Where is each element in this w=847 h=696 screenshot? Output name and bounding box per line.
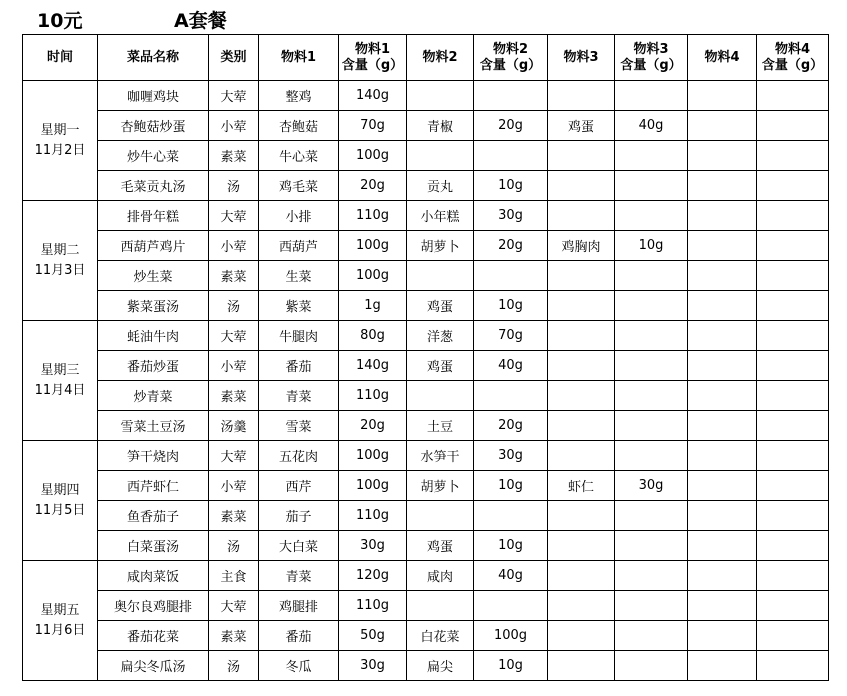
- dish-name-cell: 西芹虾仁: [98, 471, 209, 501]
- material-4-amount-cell: [757, 441, 829, 471]
- date-label: 11月4日: [34, 382, 86, 398]
- material-1-cell: 鸡腿排: [259, 591, 339, 621]
- material-2-cell: 水笋干: [407, 441, 474, 471]
- table-row: [23, 561, 829, 591]
- material-2-cell: [407, 591, 474, 621]
- table-row: [23, 531, 829, 561]
- header-material-4-amount: [757, 35, 829, 81]
- material-1-amount-cell: 50g: [339, 621, 407, 651]
- material-3-cell: [548, 81, 615, 111]
- material-4-cell: [688, 111, 757, 141]
- material-2-cell: 扁尖: [407, 651, 474, 681]
- table-row: [23, 651, 829, 681]
- table-row: [23, 411, 829, 441]
- material-2-amount-cell: 10g: [474, 531, 548, 561]
- material-2-amount-cell: 10g: [474, 651, 548, 681]
- material-4-amount-cell: [757, 411, 829, 441]
- material-4-cell: [688, 411, 757, 441]
- material-1-cell: 番茄: [259, 621, 339, 651]
- material-1-cell: 牛心菜: [259, 141, 339, 171]
- date-label: 11月2日: [34, 142, 86, 158]
- date-label: 11月5日: [34, 502, 86, 518]
- material-1-amount-cell: 80g: [339, 321, 407, 351]
- material-3-amount-cell: 40g: [615, 111, 688, 141]
- table-row: [23, 81, 829, 111]
- title-row: [0, 0, 847, 34]
- category-cell: 大荤: [209, 441, 259, 471]
- material-3-cell: [548, 441, 615, 471]
- header-material-1: 物料1: [259, 35, 339, 81]
- header-material-2-amount: [474, 35, 548, 81]
- table-row: [23, 111, 829, 141]
- material-4-cell: [688, 81, 757, 111]
- material-1-cell: 牛腿肉: [259, 321, 339, 351]
- table-row: [23, 441, 829, 471]
- material-1-amount-cell: 20g: [339, 171, 407, 201]
- table-row: [23, 261, 829, 291]
- date-label: 11月6日: [34, 622, 86, 638]
- category-cell: 汤: [209, 651, 259, 681]
- material-1-amount-cell: 100g: [339, 471, 407, 501]
- material-1-cell: 五花肉: [259, 441, 339, 471]
- material-1-amount-cell: 140g: [339, 81, 407, 111]
- category-cell: 素菜: [209, 501, 259, 531]
- category-cell: 小荤: [209, 351, 259, 381]
- material-2-amount-cell: 20g: [474, 411, 548, 441]
- material-1-cell: 青菜: [259, 561, 339, 591]
- material-4-amount-cell: [757, 561, 829, 591]
- table-row: [23, 591, 829, 621]
- material-2-cell: [407, 261, 474, 291]
- category-cell: 大荤: [209, 591, 259, 621]
- material-4-cell: [688, 651, 757, 681]
- material-2-cell: 青椒: [407, 111, 474, 141]
- material-3-cell: 虾仁: [548, 471, 615, 501]
- header-material-3-amount: [615, 35, 688, 81]
- table-row: [23, 291, 829, 321]
- dish-name-cell: 排骨年糕: [98, 201, 209, 231]
- header-material-1-amount-line1: 物料1: [354, 41, 391, 57]
- category-cell: 素菜: [209, 381, 259, 411]
- material-4-cell: [688, 381, 757, 411]
- header-row: [23, 35, 829, 81]
- category-cell: 汤: [209, 291, 259, 321]
- dish-name-cell: 白菜蛋汤: [98, 531, 209, 561]
- header-category: 类别: [209, 35, 259, 81]
- material-4-amount-cell: [757, 591, 829, 621]
- material-3-cell: 鸡蛋: [548, 111, 615, 141]
- set-price: 10元: [37, 10, 83, 32]
- material-4-amount-cell: [757, 141, 829, 171]
- material-1-cell: 西芹: [259, 471, 339, 501]
- table-row: [23, 621, 829, 651]
- material-3-amount-cell: [615, 441, 688, 471]
- dish-name-cell: 炒生菜: [98, 261, 209, 291]
- material-4-amount-cell: [757, 501, 829, 531]
- material-3-cell: [548, 261, 615, 291]
- material-2-cell: [407, 381, 474, 411]
- material-2-cell: [407, 141, 474, 171]
- header-material-4-amount-line2: 含量（g）: [761, 57, 824, 73]
- category-cell: 素菜: [209, 621, 259, 651]
- dish-name-cell: 咖喱鸡块: [98, 81, 209, 111]
- material-3-amount-cell: [615, 171, 688, 201]
- material-3-amount-cell: [615, 291, 688, 321]
- material-4-amount-cell: [757, 381, 829, 411]
- material-3-cell: [548, 381, 615, 411]
- category-cell: 主食: [209, 561, 259, 591]
- material-3-cell: [548, 171, 615, 201]
- material-2-amount-cell: [474, 381, 548, 411]
- header-material-3: 物料3: [548, 35, 615, 81]
- material-1-amount-cell: 100g: [339, 141, 407, 171]
- material-1-cell: 紫菜: [259, 291, 339, 321]
- material-4-amount-cell: [757, 321, 829, 351]
- header-material-3-amount-line2: 含量（g）: [620, 57, 682, 73]
- material-4-cell: [688, 591, 757, 621]
- set-name: A套餐: [174, 10, 227, 32]
- header-material-4-amount-line1: 物料4: [774, 41, 811, 57]
- day-cell: [23, 441, 98, 561]
- material-3-cell: 鸡胸肉: [548, 231, 615, 261]
- material-3-cell: [548, 501, 615, 531]
- material-2-cell: 小年糕: [407, 201, 474, 231]
- header-material-2: 物料2: [407, 35, 474, 81]
- table-row: [23, 471, 829, 501]
- material-3-cell: [548, 651, 615, 681]
- material-1-amount-cell: 100g: [339, 441, 407, 471]
- table-row: [23, 381, 829, 411]
- category-cell: 小荤: [209, 111, 259, 141]
- material-4-cell: [688, 501, 757, 531]
- dish-name-cell: 炒青菜: [98, 381, 209, 411]
- material-2-amount-cell: 20g: [474, 111, 548, 141]
- dish-name-cell: 番茄炒蛋: [98, 351, 209, 381]
- category-cell: 素菜: [209, 141, 259, 171]
- category-cell: 大荤: [209, 321, 259, 351]
- material-4-cell: [688, 531, 757, 561]
- category-cell: 小荤: [209, 471, 259, 501]
- category-cell: 素菜: [209, 261, 259, 291]
- material-4-cell: [688, 231, 757, 261]
- material-2-cell: 鸡蛋: [407, 351, 474, 381]
- material-4-cell: [688, 261, 757, 291]
- table-row: [23, 141, 829, 171]
- material-2-cell: 咸肉: [407, 561, 474, 591]
- material-1-cell: 杏鲍菇: [259, 111, 339, 141]
- weekday-label: 星期五: [40, 602, 80, 618]
- material-1-amount-cell: 20g: [339, 411, 407, 441]
- material-1-amount-cell: 120g: [339, 561, 407, 591]
- table-row: [23, 351, 829, 381]
- header-material-4: 物料4: [688, 35, 757, 81]
- material-3-amount-cell: [615, 621, 688, 651]
- material-4-amount-cell: [757, 81, 829, 111]
- category-cell: 小荤: [209, 231, 259, 261]
- material-1-amount-cell: 30g: [339, 531, 407, 561]
- material-4-amount-cell: [757, 261, 829, 291]
- material-1-amount-cell: 1g: [339, 291, 407, 321]
- material-2-amount-cell: 10g: [474, 291, 548, 321]
- material-2-cell: 鸡蛋: [407, 531, 474, 561]
- material-1-cell: 整鸡: [259, 81, 339, 111]
- material-1-amount-cell: 110g: [339, 201, 407, 231]
- material-2-amount-cell: [474, 591, 548, 621]
- material-2-amount-cell: [474, 141, 548, 171]
- table-row: [23, 171, 829, 201]
- header-material-2-amount-line1: 物料2: [492, 41, 529, 57]
- material-3-amount-cell: [615, 141, 688, 171]
- dish-name-cell: 杏鲍菇炒蛋: [98, 111, 209, 141]
- material-1-cell: 生菜: [259, 261, 339, 291]
- material-1-amount-cell: 140g: [339, 351, 407, 381]
- material-1-amount-cell: 100g: [339, 261, 407, 291]
- dish-name-cell: 紫菜蛋汤: [98, 291, 209, 321]
- material-4-cell: [688, 171, 757, 201]
- material-2-cell: 白花菜: [407, 621, 474, 651]
- material-4-amount-cell: [757, 531, 829, 561]
- material-1-cell: 小排: [259, 201, 339, 231]
- material-3-cell: [548, 561, 615, 591]
- header-material-1-amount-line2: 含量（g）: [341, 57, 404, 73]
- material-2-cell: 土豆: [407, 411, 474, 441]
- material-1-cell: 西葫芦: [259, 231, 339, 261]
- material-3-amount-cell: [615, 201, 688, 231]
- header-dish: 菜品名称: [98, 35, 209, 81]
- material-2-cell: 洋葱: [407, 321, 474, 351]
- material-3-cell: [548, 351, 615, 381]
- material-1-cell: 茄子: [259, 501, 339, 531]
- table-row: [23, 201, 829, 231]
- material-4-cell: [688, 321, 757, 351]
- material-2-cell: 胡萝卜: [407, 471, 474, 501]
- weekday-label: 星期二: [40, 242, 80, 258]
- material-2-amount-cell: [474, 81, 548, 111]
- weekday-label: 星期四: [40, 482, 80, 498]
- material-2-cell: 胡萝卜: [407, 231, 474, 261]
- material-4-cell: [688, 351, 757, 381]
- material-3-amount-cell: [615, 261, 688, 291]
- material-4-amount-cell: [757, 291, 829, 321]
- dish-name-cell: 西葫芦鸡片: [98, 231, 209, 261]
- material-2-amount-cell: 100g: [474, 621, 548, 651]
- weekday-label: 星期一: [40, 122, 80, 138]
- table-row: [23, 501, 829, 531]
- dish-name-cell: 毛菜贡丸汤: [98, 171, 209, 201]
- material-3-cell: [548, 201, 615, 231]
- material-3-amount-cell: [615, 321, 688, 351]
- material-1-amount-cell: 100g: [339, 231, 407, 261]
- material-3-amount-cell: [615, 81, 688, 111]
- material-1-amount-cell: 70g: [339, 111, 407, 141]
- material-4-amount-cell: [757, 621, 829, 651]
- material-2-amount-cell: 10g: [474, 171, 548, 201]
- material-4-cell: [688, 291, 757, 321]
- material-3-amount-cell: [615, 411, 688, 441]
- dish-name-cell: 笋干烧肉: [98, 441, 209, 471]
- category-cell: 汤: [209, 531, 259, 561]
- weekday-label: 星期三: [40, 362, 80, 378]
- material-2-amount-cell: [474, 261, 548, 291]
- material-2-amount-cell: 20g: [474, 231, 548, 261]
- material-1-cell: 大白菜: [259, 531, 339, 561]
- material-3-amount-cell: [615, 381, 688, 411]
- material-3-amount-cell: [615, 651, 688, 681]
- header-material-2-amount-line2: 含量（g）: [479, 57, 542, 73]
- material-2-amount-cell: 30g: [474, 201, 548, 231]
- day-cell: [23, 81, 98, 201]
- day-cell: [23, 321, 98, 441]
- material-4-amount-cell: [757, 351, 829, 381]
- material-1-amount-cell: 110g: [339, 381, 407, 411]
- dish-name-cell: 奥尔良鸡腿排: [98, 591, 209, 621]
- material-2-amount-cell: 70g: [474, 321, 548, 351]
- material-2-amount-cell: 40g: [474, 351, 548, 381]
- material-3-amount-cell: [615, 531, 688, 561]
- material-2-cell: [407, 501, 474, 531]
- material-2-amount-cell: 10g: [474, 471, 548, 501]
- day-cell: [23, 201, 98, 321]
- material-2-cell: 鸡蛋: [407, 291, 474, 321]
- material-3-cell: [548, 291, 615, 321]
- dish-name-cell: 番茄花菜: [98, 621, 209, 651]
- day-cell: [23, 561, 98, 681]
- material-2-cell: 贡丸: [407, 171, 474, 201]
- category-cell: 大荤: [209, 81, 259, 111]
- material-4-amount-cell: [757, 111, 829, 141]
- header-material-1-amount: [339, 35, 407, 81]
- material-3-amount-cell: [615, 501, 688, 531]
- material-1-amount-cell: 110g: [339, 501, 407, 531]
- material-4-cell: [688, 441, 757, 471]
- material-4-amount-cell: [757, 231, 829, 261]
- menu-table: [22, 34, 829, 681]
- table-row: [23, 321, 829, 351]
- date-label: 11月3日: [34, 262, 86, 278]
- table-row: [23, 231, 829, 261]
- menu-body: [23, 81, 829, 681]
- material-4-amount-cell: [757, 651, 829, 681]
- material-1-cell: 冬瓜: [259, 651, 339, 681]
- material-4-cell: [688, 561, 757, 591]
- dish-name-cell: 炒牛心菜: [98, 141, 209, 171]
- material-4-cell: [688, 621, 757, 651]
- material-4-amount-cell: [757, 201, 829, 231]
- category-cell: 汤羹: [209, 411, 259, 441]
- header-material-3-amount-line1: 物料3: [633, 41, 669, 57]
- material-2-cell: [407, 81, 474, 111]
- dish-name-cell: 鱼香茄子: [98, 501, 209, 531]
- header-time: 时间: [23, 35, 98, 81]
- material-1-cell: 番茄: [259, 351, 339, 381]
- material-3-cell: [548, 411, 615, 441]
- material-4-cell: [688, 141, 757, 171]
- material-2-amount-cell: 30g: [474, 441, 548, 471]
- dish-name-cell: 扁尖冬瓜汤: [98, 651, 209, 681]
- material-1-amount-cell: 30g: [339, 651, 407, 681]
- material-4-amount-cell: [757, 171, 829, 201]
- material-3-cell: [548, 141, 615, 171]
- material-4-amount-cell: [757, 471, 829, 501]
- material-3-amount-cell: [615, 561, 688, 591]
- material-1-cell: 雪菜: [259, 411, 339, 441]
- category-cell: 大荤: [209, 201, 259, 231]
- material-2-amount-cell: 40g: [474, 561, 548, 591]
- material-1-cell: 青菜: [259, 381, 339, 411]
- material-4-cell: [688, 471, 757, 501]
- dish-name-cell: 雪菜土豆汤: [98, 411, 209, 441]
- material-2-amount-cell: [474, 501, 548, 531]
- material-3-cell: [548, 321, 615, 351]
- material-3-amount-cell: 10g: [615, 231, 688, 261]
- material-3-cell: [548, 531, 615, 561]
- material-1-amount-cell: 110g: [339, 591, 407, 621]
- material-1-cell: 鸡毛菜: [259, 171, 339, 201]
- material-3-cell: [548, 621, 615, 651]
- dish-name-cell: 咸肉菜饭: [98, 561, 209, 591]
- category-cell: 汤: [209, 171, 259, 201]
- material-3-cell: [548, 591, 615, 621]
- dish-name-cell: 蚝油牛肉: [98, 321, 209, 351]
- material-3-amount-cell: [615, 351, 688, 381]
- material-3-amount-cell: [615, 591, 688, 621]
- material-3-amount-cell: 30g: [615, 471, 688, 501]
- material-4-cell: [688, 201, 757, 231]
